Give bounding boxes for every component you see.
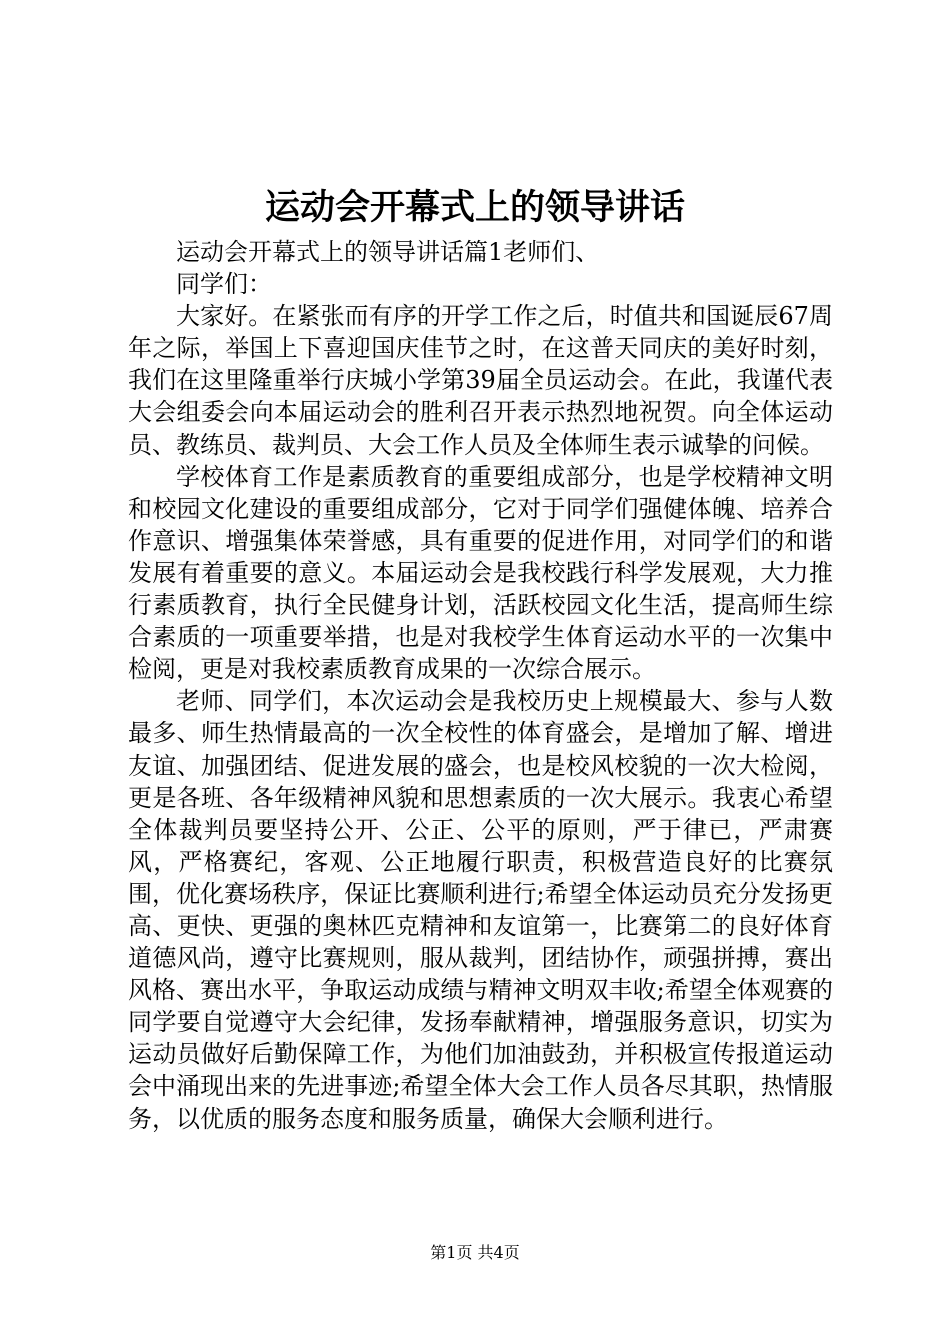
document-body — [128, 236, 833, 1135]
paragraph-salutation: 同学们： — [176, 270, 272, 299]
paragraph-school-sports: 学校体育工作是素质教育的重要组成部分，也是学校精神文明和校园文化建设的重要组成部分，它对于同学们强健体魄、培养合作意识、增强集体荣誉感，具有重要的促进作用，对同学们的和谐发展有着重要的意义。本届运动会是我校践行科学发展观，大力推行素质教育，执行全民健身计划，活跃校园文化生活，提高师生综合素质的一项重要举措，也是对我校学生体育运动水平的一次集中检阅，更是对我校素质教育成果的一次综合展示。 — [128, 462, 833, 684]
document-title: 运动会开幕式上的领导讲话 — [264, 187, 685, 228]
paragraph-intro: 运动会开幕式上的领导讲话篇1老师们、 — [176, 238, 600, 266]
paragraph-expectations: 老师、同学们，本次运动会是我校历史上规模最大、参与人数最多、师生热情最高的一次全校性的体育盛会，是增加了解、增进友谊、加强团结、促进发展的盛会，也是校风校貌的一次大检阅，更是各班、各年级精神风貌和思想素质的一次大展示。我衷心希望全体裁判员要坚持公开、公正、公平的原则，严于律已，严肃赛风，严格赛纪，客观、公正地履行职责，积极营造良好的比赛氛围，优化赛场秩序，保证比赛顺利进行;希望全体运动员充分发扬更高、更快、更强的奥林匹克精神和友谊第一，比赛第二的良好体育道德风尚，遵守比赛规则，服从裁判，团结协作，顽强拼搏，赛出风格、赛出水平，争取运动成绩与精神文明双丰收;希望全体观赛的同学要自觉遵守大会纪律，发扬奉献精神，增强服务意识，切实为运动员做好后勤保障工作，为他们加油鼓劲，并积极宣传报道运动会中涌现出来的先进事迹;希望全体大会工作人员各尽其职，热情服务，以优质的服务态度和服务质量，确保大会顺利进行。 — [128, 687, 833, 1133]
paragraph-greeting: 大家好。在紧张而有序的开学工作之后，时值共和国诞辰67周年之际，举国上下喜迎国庆佳节之时，在这普天同庆的美好时刻，我们在这里隆重举行庆城小学第39届全员运动会。在此，我谨代表大会组委会向本届运动会的胜利召开表示热烈地祝贺。向全体运动员、教练员、裁判员、大会工作人员及全体师生表示诚挚的问候。 — [128, 302, 833, 459]
page-footer: 第1页 共4页 — [430, 1243, 520, 1262]
